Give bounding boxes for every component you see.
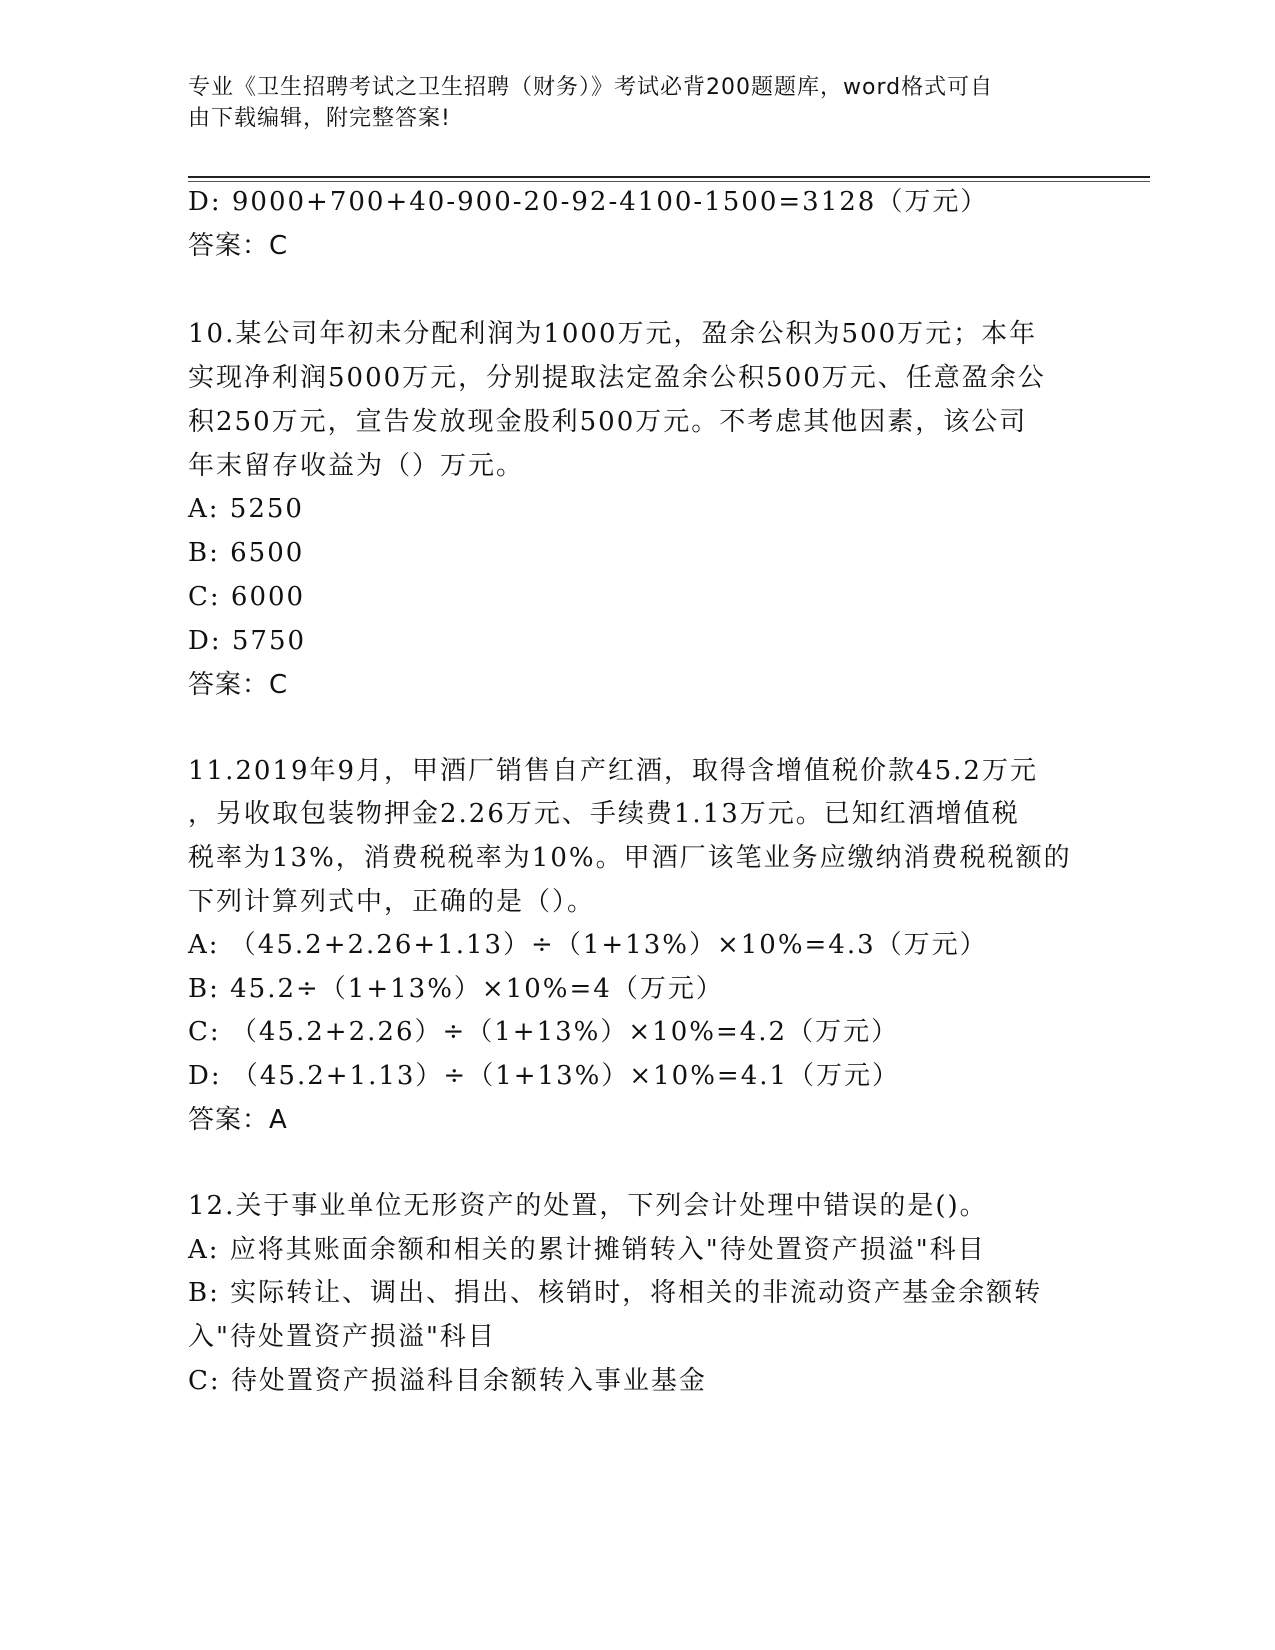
header-title-line-2: 由下载编辑，附完整答案!: [188, 106, 451, 131]
q11-answer: 答案：A: [188, 1105, 288, 1135]
q12-option-b-line-1: B: 实际转让、调出、捐出、核销时，将相关的非流动资产基金余额转: [188, 1278, 1043, 1308]
q10-stem-line-4: 年末留存收益为（）万元。: [188, 451, 525, 481]
q9-option-d: D: 9000+700+40-900-20-92-4100-1500=3128（万元）: [188, 187, 989, 217]
q10-stem-line-3: 积250万元，宣告发放现金股利500万元。不考虑其他因素，该公司: [188, 407, 1028, 437]
q11-stem-line-1: 11.2019年9月，甲酒厂销售自产红酒，取得含增值税价款45.2万元: [188, 756, 1038, 786]
q11-option-c: C: （45.2+2.26）÷（1+13%）×10%=4.2（万元）: [188, 1017, 900, 1047]
q11-option-d: D: （45.2+1.13）÷（1+13%）×10%=4.1（万元）: [188, 1061, 901, 1091]
q12-stem-line-1: 12.关于事业单位无形资产的处置，下列会计处理中错误的是()。: [188, 1191, 988, 1221]
q10-answer: 答案：C: [188, 670, 289, 700]
q11-stem-line-4: 下列计算列式中，正确的是（）。: [188, 887, 596, 917]
q12-option-b-line-2: 入"待处置资产损溢"科目: [188, 1322, 496, 1352]
header-divider-thin: [188, 181, 1150, 182]
q11-option-b: B: 45.2÷（1+13%）×10%=4（万元）: [188, 974, 724, 1004]
header-divider-thick: [188, 176, 1150, 178]
q10-stem-line-1: 10.某公司年初未分配利润为1000万元，盈余公积为500万元；本年: [188, 319, 1038, 349]
q11-option-a: A: （45.2+2.26+1.13）÷（1+13%）×10%=4.3（万元）: [188, 930, 988, 960]
q12-option-c: C: 待处置资产损溢科目余额转入事业基金: [188, 1366, 707, 1396]
q10-option-d: D: 5750: [188, 626, 307, 656]
q10-option-a: A: 5250: [188, 494, 304, 524]
q11-stem-line-2: ，另收取包装物押金2.26万元、手续费1.13万元。已知红酒增值税: [188, 799, 1020, 829]
q11-stem-line-3: 税率为13%，消费税税率为10%。甲酒厂该笔业务应缴纳消费税税额的: [188, 843, 1072, 873]
q10-option-c: C: 6000: [188, 582, 306, 612]
header-title-line-1: 专业《卫生招聘考试之卫生招聘（财务）》考试必背200题题库，word格式可自: [188, 75, 994, 100]
q9-answer: 答案：C: [188, 231, 289, 261]
q10-option-b: B: 6500: [188, 538, 305, 568]
q12-option-a: A: 应将其账面余额和相关的累计摊销转入"待处置资产损溢"科目: [188, 1235, 986, 1265]
q10-stem-line-2: 实现净利润5000万元，分别提取法定盈余公积500万元、任意盈余公: [188, 363, 1046, 393]
page-header: [188, 72, 1068, 134]
